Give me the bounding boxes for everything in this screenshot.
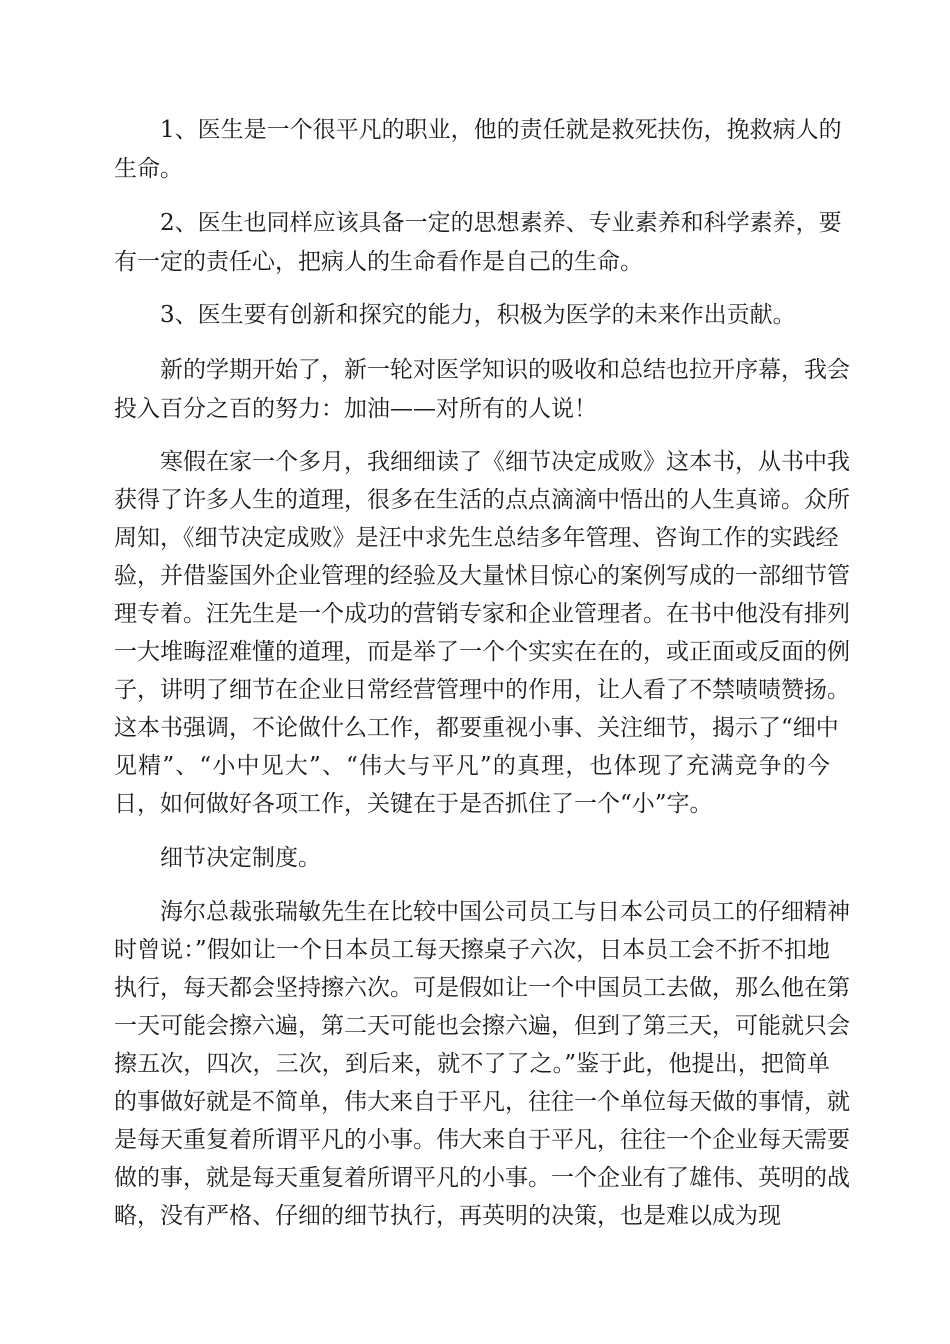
paragraph-7-line-1: 海尔总裁张瑞敏先生在比较中国公司员工与日本公司员工的仔细精神 — [160, 899, 850, 925]
paragraph-4-line-2: 投入百分之百的努力：加油——对所有的人说！ — [114, 396, 597, 422]
paragraph-2-line-1: 2、医生也同样应该具备一定的思想素养、专业素养和科学素养，要 — [160, 210, 842, 236]
paragraph-7-line-5: 擦五次，四次，三次，到后来，就不了了之。”鉴于此，他提出，把简单 — [114, 1051, 830, 1077]
paragraph-5-line-9: 见精”、“小中见大”、“伟大与平凡”的真理，也体现了充满竞争的今 — [114, 753, 830, 779]
paragraph-7-line-8: 做的事，就是每天重复着所谓平凡的小事。一个企业有了雄伟、英明的战 — [114, 1165, 850, 1191]
paragraph-5-line-4: 验，并借鉴国外企业管理的经验及大量怵目惊心的案例写成的一部细节管 — [114, 563, 850, 589]
paragraph-1-line-1: 1、医生是一个很平凡的职业，他的责任就是救死扶伤，挽救病人的 — [160, 117, 842, 143]
paragraph-7-line-7: 是每天重复着所谓平凡的小事。伟大来自于平凡，往往一个企业每天需要 — [114, 1127, 850, 1153]
paragraph-7-line-2: 时曾说：”假如让一个日本员工每天擦桌子六次，日本员工会不折不扣地 — [114, 937, 830, 963]
paragraph-6-line-1: 细节决定制度。 — [160, 845, 321, 871]
paragraph-5-line-10: 日，如何做好各项工作，关键在于是否抓住了一个“小”字。 — [114, 791, 713, 817]
paragraph-2-line-2: 有一定的责任心，把病人的生命看作是自己的生命。 — [114, 249, 643, 275]
paragraph-7-line-9: 略，没有严格、仔细的细节执行，再英明的决策，也是难以成为现 — [114, 1203, 781, 1229]
paragraph-5-line-2: 获得了许多人生的道理，很多在生活的点点滴滴中悟出的人生真谛。众所 — [114, 487, 850, 513]
paragraph-5-line-6: 一大堆晦涩难懂的道理，而是举了一个个实实在在的，或正面或反面的例 — [114, 639, 850, 665]
paragraph-1-line-2: 生命。 — [114, 156, 183, 182]
paragraph-7-line-3: 执行，每天都会坚持擦六次。可是假如让一个中国员工去做，那么他在第 — [114, 975, 850, 1001]
paragraph-7-line-6: 的事做好就是不简单，伟大来自于平凡，往往一个单位每天做的事情，就 — [114, 1089, 850, 1115]
paragraph-7-line-4: 一天可能会擦六遍，第二天可能也会擦六遍，但到了第三天，可能就只会 — [114, 1013, 850, 1039]
paragraph-5-line-1: 寒假在家一个多月，我细细读了《细节决定成败》这本书，从书中我 — [160, 449, 850, 475]
paragraph-3-line-1: 3、医生要有创新和探究的能力，积极为医学的未来作出贡献。 — [160, 302, 796, 328]
paragraph-5-line-3: 周知，《细节决定成败》是汪中求先生总结多年管理、咨询工作的实践经 — [114, 525, 839, 551]
paragraph-5-line-7: 子，讲明了细节在企业日常经营管理中的作用，让人看了不禁啧啧赞扬。 — [114, 677, 850, 703]
paragraph-5-line-8: 这本书强调，不论做什么工作，都要重视小事、关注细节，揭示了“细中 — [114, 715, 839, 741]
paragraph-5-line-5: 理专着。汪先生是一个成功的营销专家和企业管理者。在书中他没有排列 — [114, 601, 850, 627]
paragraph-4-line-1: 新的学期开始了，新一轮对医学知识的吸收和总结也拉开序幕，我会 — [160, 357, 850, 383]
